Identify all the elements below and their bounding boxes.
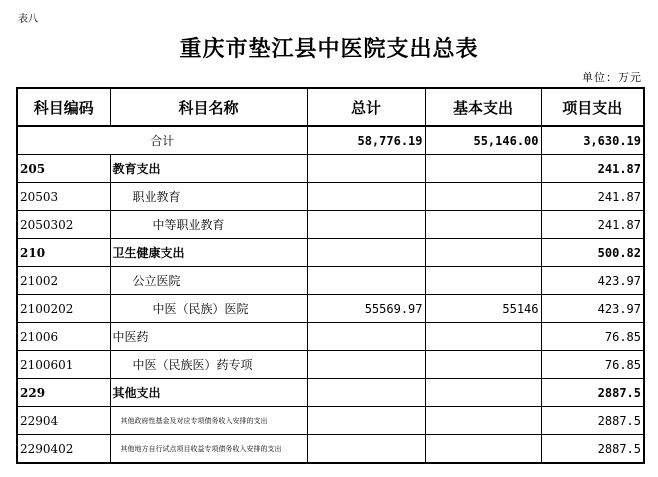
row-total: [307, 323, 425, 351]
total-project: 3,630.19: [541, 126, 644, 155]
row-code: 21006: [17, 323, 110, 351]
row-project: 423.97: [541, 295, 644, 323]
row-total: [307, 267, 425, 295]
row-total: [307, 407, 425, 435]
total-basic: 55,146.00: [425, 126, 541, 155]
header-name: 科目名称: [110, 88, 307, 126]
table-row: [17, 155, 644, 183]
row-basic: [425, 239, 541, 267]
table-row: [17, 323, 644, 351]
row-total: [307, 155, 425, 183]
row-project: 2887.5: [541, 407, 644, 435]
row-project: 500.82: [541, 239, 644, 267]
row-basic: [425, 435, 541, 464]
row-code: 2050302: [17, 211, 110, 239]
row-basic: [425, 407, 541, 435]
row-code: 205: [17, 155, 110, 183]
unit-label: 单位：万元: [582, 71, 642, 84]
header-total: 总计: [307, 88, 425, 126]
row-total: [307, 435, 425, 464]
row-name: 其他政府性基金及对应专项债务收入安排的支出: [110, 407, 307, 435]
table-row: [17, 435, 644, 464]
row-code: 20503: [17, 183, 110, 211]
row-total: [307, 351, 425, 379]
row-name: 其他支出: [110, 379, 307, 407]
row-project: 241.87: [541, 211, 644, 239]
row-code: 22904: [17, 407, 110, 435]
row-total: [307, 379, 425, 407]
row-project: 423.97: [541, 267, 644, 295]
row-total: [307, 183, 425, 211]
row-name: 中医（民族医）药专项: [110, 351, 307, 379]
row-code: 210: [17, 239, 110, 267]
row-basic: [425, 379, 541, 407]
row-project: 76.85: [541, 323, 644, 351]
row-basic: [425, 183, 541, 211]
table-tag: 表八: [18, 14, 38, 25]
row-project: 241.87: [541, 155, 644, 183]
header-code: 科目编码: [17, 88, 110, 126]
table-row: [17, 379, 644, 407]
row-total: [307, 211, 425, 239]
table-row: [17, 267, 644, 295]
row-name: 中医药: [110, 323, 307, 351]
row-name: 其他地方自行试点项目收益专项债务收入安排的支出: [110, 435, 307, 464]
row-name: 职业教育: [110, 183, 307, 211]
table-row: [17, 407, 644, 435]
row-code: 2100202: [17, 295, 110, 323]
row-name: 卫生健康支出: [110, 239, 307, 267]
header-project: 项目支出: [541, 88, 644, 126]
row-name: 公立医院: [110, 267, 307, 295]
row-basic: 55146: [425, 295, 541, 323]
row-project: 76.85: [541, 351, 644, 379]
row-name: 中等职业教育: [110, 211, 307, 239]
row-basic: [425, 155, 541, 183]
row-code: 2290402: [17, 435, 110, 464]
header-basic: 基本支出: [425, 88, 541, 126]
row-total: 55569.97: [307, 295, 425, 323]
table-row: [17, 211, 644, 239]
table-row: [17, 183, 644, 211]
header-row: [17, 88, 644, 126]
table-row: [17, 295, 644, 323]
table-row: [17, 239, 644, 267]
row-name: 中医（民族）医院: [110, 295, 307, 323]
expenditure-table: [16, 87, 645, 464]
row-basic: [425, 323, 541, 351]
row-name: 教育支出: [110, 155, 307, 183]
row-project: 2887.5: [541, 435, 644, 464]
row-basic: [425, 351, 541, 379]
row-project: 241.87: [541, 183, 644, 211]
row-total: [307, 239, 425, 267]
row-code: 21002: [17, 267, 110, 295]
row-code: 2100601: [17, 351, 110, 379]
page-title: 重庆市垫江县中医院支出总表: [179, 36, 479, 62]
row-basic: [425, 211, 541, 239]
total-sum: 58,776.19: [307, 126, 425, 155]
total-row: [17, 126, 644, 155]
table-row: [17, 351, 644, 379]
row-basic: [425, 267, 541, 295]
row-code: 229: [17, 379, 110, 407]
row-project: 2887.5: [541, 379, 644, 407]
total-label: 合计: [17, 126, 307, 155]
